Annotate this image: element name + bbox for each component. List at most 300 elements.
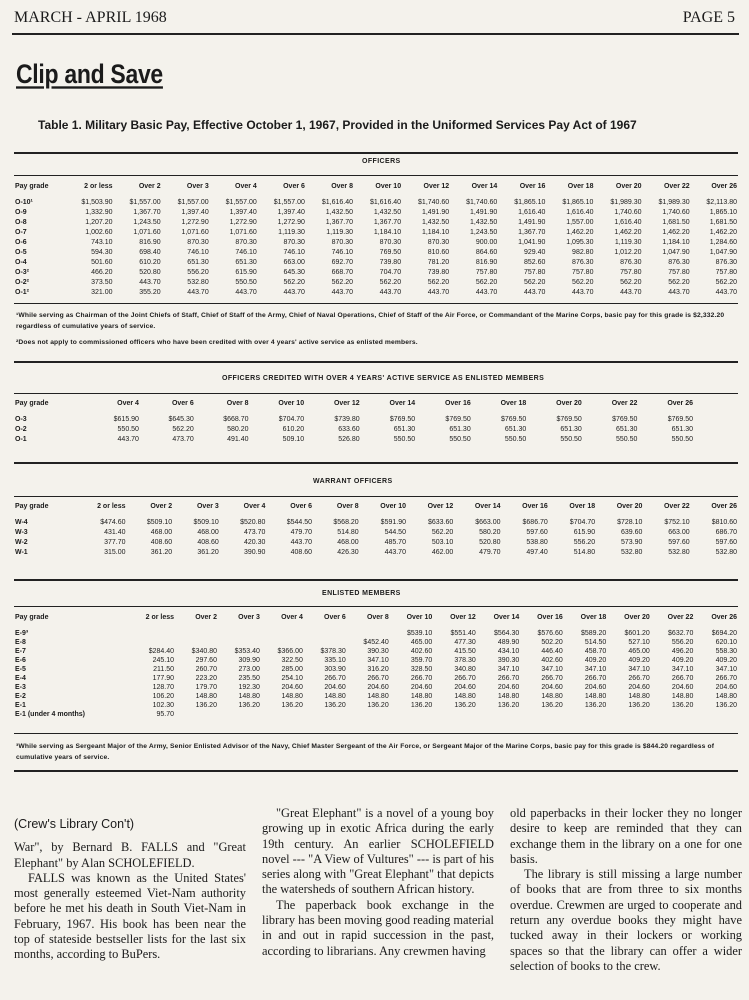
table-row [14, 258, 738, 268]
header-rule [12, 33, 739, 35]
pay-cell: 489.90 [497, 638, 520, 646]
column-header: Over 8 [226, 400, 249, 407]
table-row [14, 647, 738, 656]
column-header: Over 10 [278, 400, 305, 407]
pay-cell: 1,184.10 [662, 239, 690, 246]
pay-cell: 580.20 [227, 426, 249, 433]
pay-cell: 95.70 [156, 710, 175, 718]
column-header: Over 26 [667, 400, 693, 407]
pay-cell: 468.00 [197, 529, 219, 536]
pay-cell: 1,462.20 [614, 229, 642, 236]
pay-cell: 1,272.90 [181, 219, 209, 226]
pay-cell: 408.60 [150, 539, 173, 546]
pay-cell: $704.70 [278, 416, 305, 423]
pay-cell [433, 710, 477, 719]
pay-cell: 316.20 [367, 665, 389, 673]
pay-cell: 558.30 [715, 647, 737, 655]
pay-cell: 179.70 [195, 683, 217, 691]
pay-cell: 136.20 [541, 701, 563, 709]
table-title: Table 1. Military Basic Pay, Effective October 1, 1967, Provided in the Uniformed Services Pay Act of 1967 [38, 118, 637, 132]
article-paragraph: FALLS was known as the United States' most generally esteemed Viet-Nam authority before he met his death in South Viet-Nam in February, 1967. His book has been near the top of stateside bestseller lists for the last six months, according to BuPers. [14, 870, 246, 962]
pay-cell: 443.70 [427, 289, 450, 296]
pay-cell: 1,432.50 [470, 219, 498, 226]
pay-cell: 136.20 [584, 701, 607, 709]
pay-cell: 148.80 [497, 692, 520, 700]
pay-cell [520, 710, 564, 719]
pay-cell: 211.50 [153, 665, 175, 673]
pay-cell: 597.60 [526, 529, 548, 536]
warrant-table [14, 501, 738, 558]
pay-cell: 1,184.10 [421, 229, 450, 236]
pay-cell: 136.20 [410, 701, 433, 709]
divider [14, 579, 738, 581]
table-row [14, 248, 738, 258]
pay-cell: 514.80 [337, 529, 359, 536]
pay-cell: 260.70 [195, 665, 217, 673]
pay-cell: 550.50 [560, 436, 582, 443]
pay-cell: 1,332.90 [85, 209, 113, 216]
pay-grade-cell: O-9 [15, 209, 27, 216]
pay-cell: $544.50 [286, 519, 313, 526]
pay-cell [304, 629, 347, 638]
pay-cell: 347.10 [541, 665, 563, 673]
pay-cell: 1,432.50 [325, 209, 353, 216]
pay-cell: 409.20 [715, 656, 737, 664]
pay-cell: 757.80 [620, 269, 642, 276]
pay-cell: 266.70 [410, 674, 433, 682]
pay-grade-cell: O-1 [15, 436, 27, 443]
pay-cell: $591.90 [380, 519, 406, 526]
pay-cell: 562.20 [331, 279, 353, 286]
pay-cell: 322.50 [281, 656, 303, 664]
pay-cell: 254.10 [281, 674, 303, 682]
pay-cell: 556.20 [573, 539, 596, 546]
pay-cell: 347.10 [584, 665, 607, 673]
pay-cell: 402.60 [410, 647, 433, 655]
pay-cell: 443.70 [117, 436, 139, 443]
table-row [14, 683, 738, 692]
pay-cell: 204.60 [281, 683, 303, 691]
pay-cell: $752.10 [664, 519, 690, 526]
pay-cell [347, 710, 390, 719]
pay-cell: 347.10 [671, 665, 694, 673]
pay-cell: 408.60 [197, 539, 219, 546]
pay-cell: 562.20 [379, 279, 402, 286]
pay-cell: 1,367.70 [518, 229, 546, 236]
pay-grade-cell: E-1 [15, 701, 26, 709]
pay-cell: 527.10 [628, 638, 650, 646]
pay-cell: 136.20 [454, 701, 476, 709]
pay-grade-cell: O-3² [15, 269, 29, 276]
column-header: Over 18 [500, 400, 527, 407]
pay-cell: $704.70 [569, 519, 596, 526]
pay-grade-cell: E-6 [15, 656, 26, 664]
table-row [14, 710, 738, 719]
pay-cell: $601.20 [624, 629, 650, 637]
officers-table [14, 181, 738, 298]
pay-grade-cell: O-5 [15, 249, 27, 256]
column-header: Over 22 [663, 183, 690, 190]
pay-cell: 136.20 [324, 701, 346, 709]
pay-cell: 321.00 [91, 289, 113, 296]
pay-cell: 550.50 [393, 436, 416, 443]
pay-cell: $1,616.40 [321, 199, 353, 206]
pay-cell: 651.30 [615, 426, 638, 433]
column-header: Over 8 [331, 183, 353, 190]
pay-cell: 550.50 [615, 436, 638, 443]
pay-cell: 929.40 [523, 249, 546, 256]
pay-cell: 443.70 [668, 289, 690, 296]
pay-cell: $668.70 [223, 416, 249, 423]
pay-cell: 810.60 [427, 249, 450, 256]
pay-cell: 192.30 [238, 683, 260, 691]
column-header: Over 3 [186, 183, 209, 190]
pay-cell: $284.40 [148, 647, 175, 655]
column-header: Over 22 [611, 400, 638, 407]
pay-grade-cell: O-2 [15, 426, 27, 433]
pay-cell: 446.40 [541, 647, 563, 655]
header-row [14, 612, 738, 624]
pay-cell: $378.30 [320, 647, 346, 655]
pay-cell: 491.40 [227, 436, 249, 443]
pay-cell: 876.30 [715, 259, 737, 266]
pay-cell: 497.40 [526, 549, 548, 556]
pay-cell: 562.20 [283, 279, 305, 286]
column-header: Over 12 [450, 614, 476, 621]
pay-cell: 266.70 [454, 674, 476, 682]
pay-cell: 651.30 [560, 426, 582, 433]
pay-cell: $769.50 [500, 416, 527, 423]
pay-cell: 597.60 [715, 539, 737, 546]
pay-cell: $539.10 [406, 629, 433, 637]
pay-cell: 347.10 [715, 665, 737, 673]
pay-cell: 544.50 [384, 529, 406, 536]
pay-cell: 1,367.70 [373, 219, 402, 226]
section-heading: Clip and Save [16, 58, 163, 89]
pay-cell: $2,113.80 [706, 199, 737, 206]
pay-cell: 692.70 [331, 259, 353, 266]
pay-cell: $615.90 [113, 416, 139, 423]
column-header: Over 18 [580, 614, 607, 621]
pay-cell: 420.30 [244, 539, 266, 546]
pay-cell: 148.80 [367, 692, 389, 700]
pay-cell: 266.70 [367, 674, 389, 682]
pay-cell [127, 638, 175, 647]
pay-cell: 128.70 [152, 683, 175, 691]
pay-cell: 347.10 [497, 665, 520, 673]
pay-cell: 757.80 [475, 269, 498, 276]
pay-cell: 1,207.20 [85, 219, 113, 226]
pay-cell: 204.60 [541, 683, 563, 691]
pay-cell: $340.80 [191, 647, 217, 655]
column-header: Over 20 [616, 503, 643, 510]
pay-cell [607, 710, 651, 719]
pay-cell: $452.40 [363, 638, 389, 646]
pay-cell: $1,989.30 [658, 199, 690, 206]
pay-cell: 1,397.40 [181, 209, 209, 216]
pay-cell: 466.20 [91, 269, 113, 276]
pay-cell: 443.70 [715, 289, 737, 296]
pay-cell: 1,491.90 [470, 209, 498, 216]
pay-cell: 409.20 [584, 656, 607, 664]
pay-grade-cell: O-2² [15, 279, 29, 286]
pay-cell: 409.20 [671, 656, 694, 664]
pay-cell: 148.80 [324, 692, 346, 700]
column-header: Pay grade [15, 400, 49, 407]
pay-cell: 532.80 [715, 549, 737, 556]
column-header: Over 10 [380, 503, 406, 510]
article-column-3 [510, 806, 742, 974]
pay-cell: 870.30 [283, 239, 305, 246]
pay-cell: $353.40 [234, 647, 260, 655]
pay-cell: 982.80 [572, 249, 594, 256]
pay-cell: $1,557.00 [225, 199, 257, 206]
pay-cell: $769.50 [667, 416, 693, 423]
pay-cell: 1,071.60 [181, 229, 209, 236]
pay-cell: 562.20 [427, 279, 450, 286]
column-header: 2 or less [145, 614, 175, 621]
column-header: Over 12 [427, 503, 454, 510]
column-header: Pay grade [15, 183, 49, 190]
column-header: Over 22 [667, 614, 694, 621]
pay-cell [564, 710, 608, 719]
pay-cell: 1,243.50 [470, 229, 498, 236]
column-header: 2 or less [97, 503, 126, 510]
pay-cell: 610.20 [139, 259, 161, 266]
pay-cell: 526.80 [338, 436, 360, 443]
pay-cell [694, 710, 738, 719]
pay-cell: 347.10 [367, 656, 389, 664]
pay-cell: 443.70 [572, 289, 594, 296]
pay-cell: 502.20 [541, 638, 563, 646]
pay-cell: 204.60 [324, 683, 346, 691]
pay-cell: 443.70 [523, 289, 546, 296]
divider [14, 303, 738, 304]
pay-cell: 223.20 [195, 674, 217, 682]
pay-cell: 594.30 [91, 249, 113, 256]
pay-cell: $739.80 [334, 416, 360, 423]
table-row [14, 208, 738, 218]
column-header: Over 26 [711, 614, 737, 621]
pay-cell: 443.70 [290, 539, 313, 546]
pay-cell: 562.20 [620, 279, 642, 286]
pay-cell: 1,119.30 [278, 229, 305, 236]
article-paragraph: The paperback book exchange in the library has been moving good reading material in and out in rapid succession in the past, according to librarians. Any crewmen having [262, 897, 494, 958]
table-row [14, 692, 738, 701]
pay-cell: 538.80 [526, 539, 548, 546]
officers-title: OFFICERS [362, 158, 401, 165]
pay-cell: 550.50 [671, 436, 693, 443]
pay-grade-cell: O-3 [15, 416, 27, 423]
pay-cell: 266.70 [541, 674, 563, 682]
credited-title: OFFICERS CREDITED WITH OVER 4 YEARS' ACTIVE SERVICE AS ENLISTED MEMBERS [222, 375, 545, 382]
pay-cell: 148.80 [541, 692, 563, 700]
pay-cell: 562.20 [668, 279, 690, 286]
pay-grade-cell: E-5 [15, 665, 26, 673]
pay-cell: 746.10 [187, 249, 209, 256]
table-row [14, 548, 738, 558]
column-header: 2 or less [84, 183, 113, 190]
pay-cell: 443.70 [384, 549, 406, 556]
pay-cell: 668.70 [331, 269, 353, 276]
pay-cell: 852.60 [523, 259, 546, 266]
pay-cell: 458.70 [584, 647, 607, 655]
pay-cell: 402.60 [541, 656, 563, 664]
pay-cell: 462.00 [431, 549, 454, 556]
pay-cell: 328.50 [410, 665, 433, 673]
pay-cell: $632.70 [668, 629, 694, 637]
pay-cell: 204.60 [410, 683, 433, 691]
pay-cell: 1,284.60 [709, 239, 737, 246]
warrant-title: WARRANT OFFICERS [313, 478, 393, 485]
pay-cell: 102.30 [152, 701, 175, 709]
pay-cell: 514.80 [573, 549, 596, 556]
pay-grade-cell: O-8 [15, 219, 27, 226]
pay-cell: 870.30 [427, 239, 450, 246]
pay-cell: $769.50 [556, 416, 582, 423]
pay-cell: 359.70 [410, 656, 433, 664]
pay-cell: $1,989.30 [610, 199, 642, 206]
column-header: Over 16 [445, 400, 471, 407]
pay-grade-cell: W-2 [15, 539, 28, 546]
pay-cell [175, 710, 218, 719]
pay-cell: 1,462.20 [662, 229, 690, 236]
pay-cell: 550.50 [117, 426, 139, 433]
pay-cell: 1,047.90 [709, 249, 737, 256]
pay-cell: $1,557.00 [129, 199, 161, 206]
pay-cell: 615.90 [573, 529, 596, 536]
pay-cell: 148.80 [454, 692, 476, 700]
pay-cell: 757.80 [572, 269, 594, 276]
pay-cell: 1,071.60 [133, 229, 161, 236]
pay-cell: 266.70 [324, 674, 346, 682]
pay-cell: 347.10 [628, 665, 650, 673]
pay-cell: 204.60 [584, 683, 607, 691]
pay-cell: 876.30 [620, 259, 642, 266]
pay-cell: 704.70 [379, 269, 402, 276]
divider [14, 393, 738, 394]
pay-cell [218, 629, 261, 638]
pay-cell: 434.10 [497, 647, 520, 655]
pay-cell: 615.90 [235, 269, 257, 276]
table-row [14, 228, 738, 238]
divider [14, 361, 738, 363]
pay-cell: 377.70 [104, 539, 126, 546]
pay-cell: $551.40 [450, 629, 476, 637]
pay-cell: 204.60 [367, 683, 389, 691]
pay-cell: 1,272.90 [229, 219, 257, 226]
pay-cell [390, 710, 434, 719]
pay-grade-cell: E-9³ [15, 629, 29, 637]
pay-cell: 532.80 [668, 549, 690, 556]
pay-cell: 610.20 [282, 426, 305, 433]
table-row [14, 278, 738, 288]
column-header: Over 4 [235, 183, 257, 190]
pay-cell: 409.20 [628, 656, 650, 664]
pay-cell: 390.90 [244, 549, 266, 556]
column-header: Over 18 [569, 503, 596, 510]
pay-cell: 266.70 [628, 674, 650, 682]
pay-cell: 1,865.10 [709, 209, 737, 216]
table-row [14, 218, 738, 228]
pay-cell: 496.20 [671, 647, 694, 655]
pay-cell: $769.50 [612, 416, 638, 423]
column-header: Over 16 [522, 503, 548, 510]
column-header: Over 20 [615, 183, 642, 190]
pay-cell: $1,740.60 [418, 199, 450, 206]
pay-cell: 562.20 [572, 279, 594, 286]
pay-cell: 1,367.70 [325, 219, 353, 226]
pay-cell: 465.00 [410, 638, 433, 646]
pay-cell: 148.80 [584, 692, 607, 700]
pay-grade-cell: W-1 [15, 549, 28, 556]
pay-cell: 204.60 [715, 683, 737, 691]
pay-grade-cell: O-4 [15, 259, 27, 266]
pay-cell: 520.80 [479, 539, 501, 546]
pay-cell: 1,397.40 [229, 209, 257, 216]
pay-cell: 562.20 [172, 426, 194, 433]
pay-cell: 639.60 [620, 529, 643, 536]
pay-cell: $564.30 [493, 629, 520, 637]
table-row [14, 674, 738, 683]
header-row [14, 398, 694, 410]
pay-cell: $1,865.10 [514, 199, 546, 206]
pay-cell: $1,616.40 [369, 199, 402, 206]
column-header: Over 14 [474, 503, 501, 510]
pay-cell: 148.80 [715, 692, 737, 700]
table-row [14, 538, 738, 548]
pay-cell: 1,491.90 [421, 209, 450, 216]
pay-cell: 136.20 [238, 701, 260, 709]
pay-grade-cell: W-4 [15, 519, 28, 526]
column-header: Over 14 [471, 183, 498, 190]
column-header: Over 12 [333, 400, 360, 407]
column-header: Over 2 [150, 503, 173, 510]
pay-cell: $589.20 [581, 629, 607, 637]
pay-cell: 781.20 [427, 259, 450, 266]
pay-cell: 148.80 [671, 692, 694, 700]
pay-cell: 443.70 [379, 289, 402, 296]
pay-cell: 651.30 [671, 426, 693, 433]
pay-cell: 757.80 [668, 269, 690, 276]
pay-cell: 415.50 [454, 647, 476, 655]
pay-cell: 1,681.50 [662, 219, 690, 226]
pay-cell: 443.70 [475, 289, 498, 296]
pay-cell: 1,462.20 [709, 229, 737, 236]
pay-cell: 204.60 [497, 683, 520, 691]
column-header: Over 16 [537, 614, 563, 621]
pay-cell: 273.00 [238, 665, 260, 673]
pay-cell: 503.10 [431, 539, 454, 546]
article-heading: (Crew's Library Con't) [14, 817, 135, 831]
pay-cell [651, 710, 695, 719]
pay-cell: 816.90 [139, 239, 161, 246]
pay-cell: 1,616.40 [518, 209, 546, 216]
pay-cell: 235.50 [238, 674, 260, 682]
table-bottom-rule [14, 770, 738, 772]
pay-cell: 550.50 [449, 436, 471, 443]
pay-cell: 550.50 [235, 279, 257, 286]
pay-cell: 390.30 [497, 656, 520, 664]
header-row [14, 181, 738, 193]
pay-cell: 177.90 [152, 674, 175, 682]
enlisted-title: ENLISTED MEMBERS [322, 590, 401, 597]
pay-grade-cell: E-2 [15, 692, 26, 700]
pay-cell: 556.20 [671, 638, 694, 646]
pay-cell: 532.80 [620, 549, 643, 556]
pay-cell: $509.10 [146, 519, 173, 526]
pay-cell: 663.00 [283, 259, 305, 266]
